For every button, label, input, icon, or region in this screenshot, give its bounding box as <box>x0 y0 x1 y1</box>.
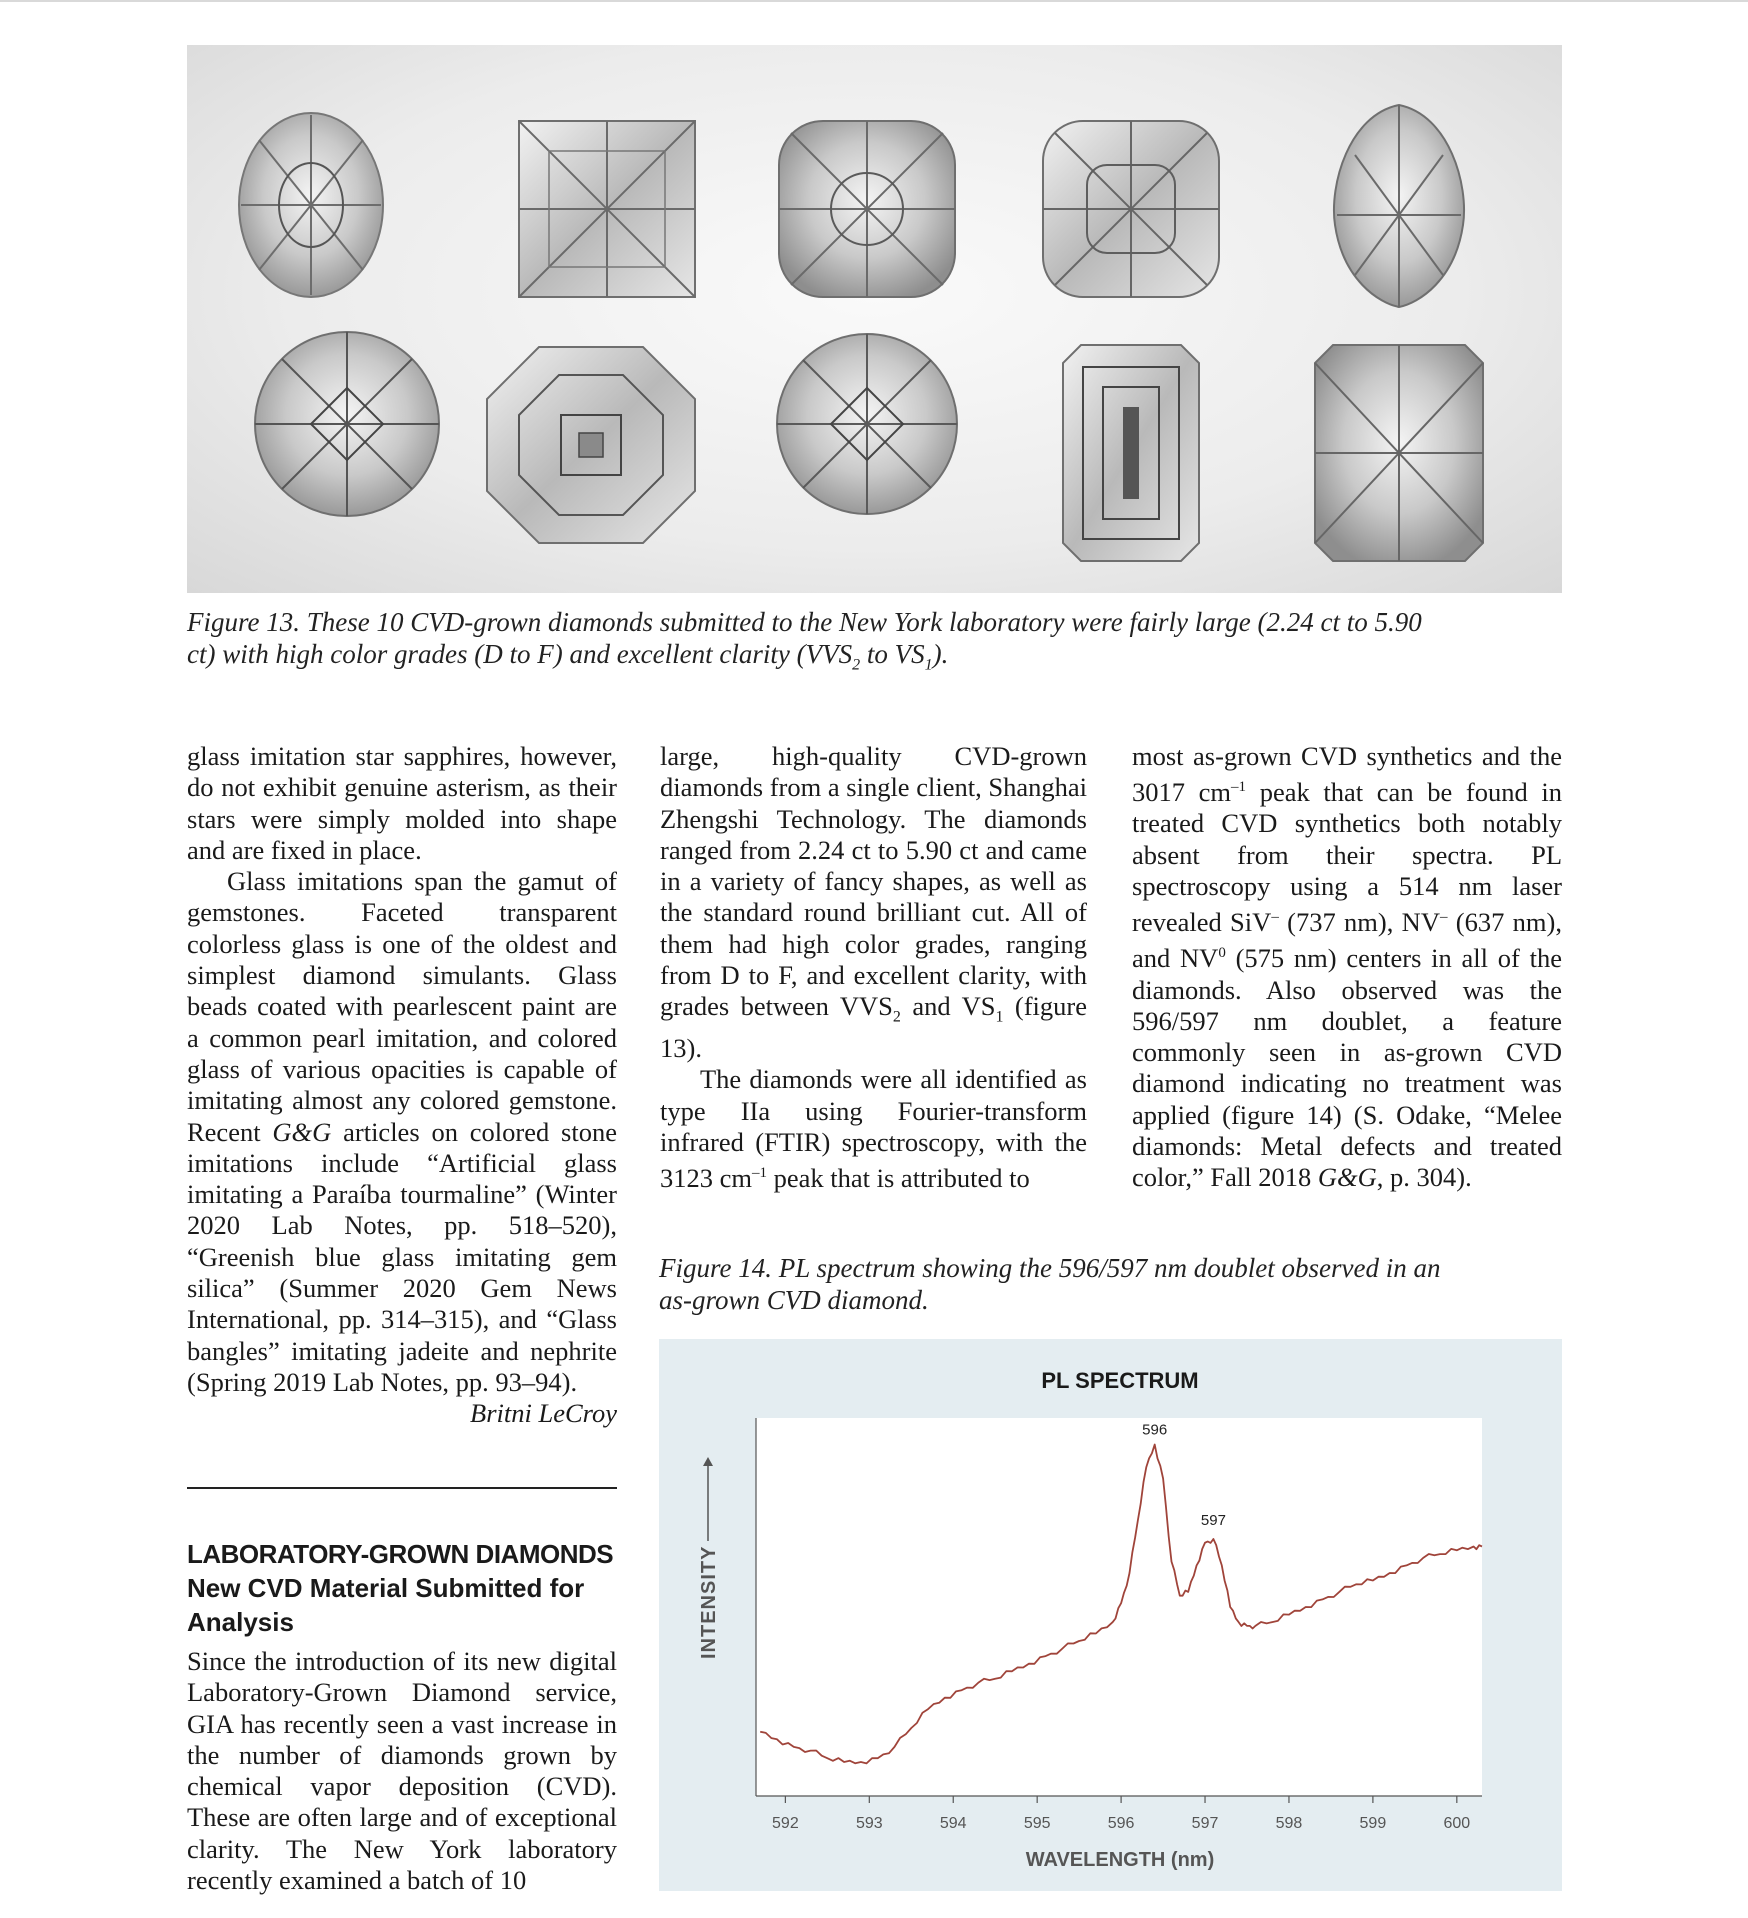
caption-subscript: 2 <box>852 656 861 674</box>
subscript: 2 <box>892 1008 901 1026</box>
cushion-diamond-2 <box>1043 121 1219 297</box>
paragraph-text: peak that can be found in treated CVD synthetics both notably absent from their spectra. PL spectroscopy using a 514 nm laser revealed SiV <box>1132 777 1563 938</box>
x-tick-label: 596 <box>1107 1815 1135 1832</box>
x-tick-label: 599 <box>1359 1815 1387 1832</box>
radiant-diamond <box>1315 345 1483 561</box>
superscript: –1 <box>1231 779 1247 796</box>
pear-diamond <box>1334 105 1464 307</box>
x-tick-label: 598 <box>1275 1815 1303 1832</box>
x-tick-label: 600 <box>1443 1815 1471 1832</box>
paragraph-text: (575 nm) centers in all of the diamonds. Also observed was the 596/597 nm doublet, a feature commonly seen in as-grown CVD diamond indicating no treatment was applied (figure 14) (S. Odake, “Melee diamonds: Metal defects and treated color,” Fall 2018 <box>1132 943 1562 1193</box>
superscript: – <box>1271 909 1279 926</box>
section-intro <box>187 1646 617 1896</box>
superscript: 0 <box>1218 945 1226 962</box>
oval-diamond <box>239 113 383 297</box>
peak-label: 596 <box>1142 1421 1168 1439</box>
subscript: 1 <box>995 1008 1004 1026</box>
pl-spectrum-chart <box>659 1339 1562 1891</box>
peak-label: 597 <box>1200 1512 1226 1530</box>
col1-paragraph-1: glass imitation star sapphires, however, do not exhibit genuine asterism, as their stars were simply molded into shape and are fixed in place. <box>187 741 617 865</box>
intro-paragraph: Since the introduction of its new digital Laboratory-Grown Diamond service, GIA has recently seen a vast increase in the number of diamonds grown by chemical vapor deposition (CVD). These are often large and of exceptional clarity. The New York laboratory recently examined a batch of 10 <box>187 1646 617 1896</box>
journal-name: G&G <box>1317 1162 1377 1193</box>
paragraph-text: (figure 13). <box>660 991 1087 1063</box>
y-axis-label: INTENSITY <box>698 1545 720 1659</box>
emerald-diamond <box>1063 345 1199 561</box>
column-1 <box>187 741 617 1430</box>
y-axis-arrow-head <box>703 1457 713 1466</box>
paragraph-text: most as-grown CVD synthetics and the 3017 cm <box>1132 741 1562 808</box>
caption-text: ). <box>932 639 949 669</box>
col3-paragraph <box>1132 741 1562 1194</box>
cushion-diamond-1 <box>779 121 955 297</box>
section-divider <box>187 1487 617 1489</box>
col1-paragraph-2 <box>187 866 617 1398</box>
top-border <box>0 0 1748 2</box>
journal-name: G&G <box>272 1116 332 1147</box>
section-heading <box>187 1537 627 1639</box>
caption-text: ct) with high color grades (D to F) and excellent clarity (VVS <box>187 639 853 669</box>
paragraph-text: peak that is attributed to <box>767 1162 1030 1193</box>
x-axis-label: WAVELENGTH (nm) <box>1025 1849 1215 1871</box>
paragraph-text: Glass imitations span the gamut of gemstones. Faceted transparent colorless glass is one of the oldest and simplest diamond simulants. Glass beads coated with pearlescent paint are a common pearl imitation, and colored glass of various opacities is capable of imitating almost any colored gemstone. Recent <box>187 866 617 1147</box>
x-tick-label: 592 <box>772 1815 799 1832</box>
figure-13-caption-line2 <box>187 638 1577 681</box>
x-tick-label: 594 <box>939 1815 967 1832</box>
chart-title: PL SPECTRUM <box>1041 1368 1199 1393</box>
col2-paragraph-2 <box>660 1064 1087 1194</box>
princess-diamond <box>519 121 695 297</box>
author-signature: Britni LeCroy <box>470 1398 617 1429</box>
column-2 <box>660 741 1087 1194</box>
column-3 <box>1132 741 1562 1194</box>
y-axis-label-group <box>698 1457 720 1659</box>
section-title: New CVD Material Submitted for Analysis <box>187 1573 585 1637</box>
x-tick-label: 597 <box>1191 1815 1219 1832</box>
x-tick-label: 593 <box>855 1815 883 1832</box>
figure-14-caption-line2: as-grown CVD diamond. <box>659 1285 929 1315</box>
paragraph-text: large, high-quality CVD-grown diamonds from a single client, Shanghai Zhengshi Technology. The diamonds ranged from 2.24 ct to 5.90 ct and came in a variety of fancy shapes, as well as the standard round brilliant cut. All of them had high color grades, ranging from D to F, and excellent clarity, with grades between VVS <box>660 741 1087 1022</box>
figure-13-photo <box>187 45 1562 593</box>
paragraph-text: (737 nm), NV <box>1278 907 1440 938</box>
superscript: – <box>1439 909 1448 926</box>
paragraph-text: (637 nm), and NV <box>1132 907 1562 974</box>
col2-paragraph-1 <box>660 741 1087 1064</box>
x-ticks <box>772 1796 1470 1832</box>
superscript: –1 <box>752 1165 767 1182</box>
asscher-diamond <box>487 347 695 543</box>
round-brilliant-diamond-1 <box>255 332 439 516</box>
paragraph-text: and VS <box>900 991 996 1022</box>
x-tick-label: 595 <box>1023 1815 1051 1832</box>
caption-text: to VS <box>860 639 925 669</box>
round-brilliant-diamond-2 <box>777 334 957 514</box>
caption-subscript: 1 <box>924 656 933 674</box>
figure-13-caption-line1: Figure 13. These 10 CVD-grown diamonds submitted to the New York laboratory were fairly large (2.24 ct to 5.90 <box>187 607 1422 637</box>
section-category: LABORATORY-GROWN DIAMONDS <box>187 1539 614 1569</box>
paragraph-text: , p. 304). <box>1376 1162 1472 1193</box>
paragraph-text: The diamonds were all identified as type IIa using Fourier-transform infrared (FTIR) spectroscopy, with the 3123 cm <box>660 1064 1087 1193</box>
paragraph-text: articles on colored stone imitations include “Artificial glass imitating a Paraíba tourmaline” (Winter 2020 Lab Notes, pp. 518–520), “Greenish blue glass imitating gem silica” (Summer 2020 Gem News International, pp. 314–315), and “Glass bangles” imitating jadeite and nephrite (Spring 2019 Lab Notes, pp. 93–94). <box>187 1116 617 1397</box>
figure-14-caption-line1: Figure 14. PL spectrum showing the 596/597 nm doublet observed in an <box>659 1253 1441 1283</box>
chart-svg <box>659 1339 1562 1891</box>
figure-14-caption <box>659 1252 1559 1316</box>
figure-13-caption <box>187 606 1577 681</box>
